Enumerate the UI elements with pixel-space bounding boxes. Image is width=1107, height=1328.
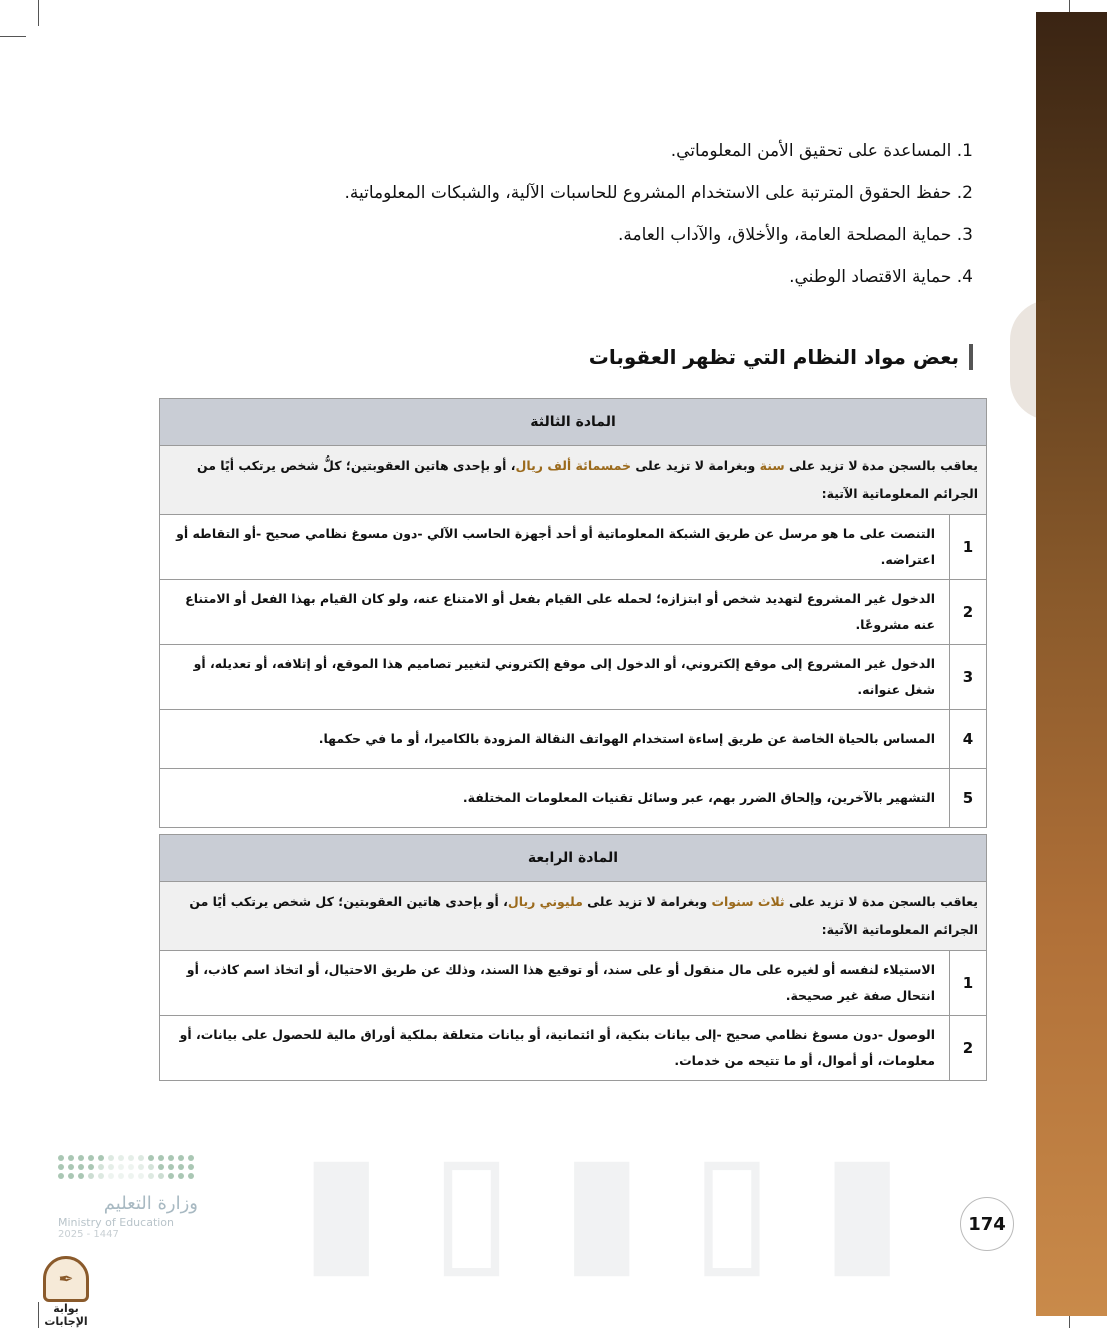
crime-text: الدخول غير المشروع إلى موقع إلكتروني، أو الدخول إلى موقع إلكتروني لتغيير تصاميم هذا الموقع، أو إتلافه، أو تعديله، أو شغل عنوانه.: [160, 645, 950, 710]
crop-mark: [38, 0, 39, 26]
ministry-year: 2025 - 1447: [58, 1229, 119, 1240]
portal-label: بوابة الإجابات: [44, 1302, 88, 1328]
penalty-duration: سنة: [759, 458, 785, 473]
article-heading: المادة الثالثة: [160, 399, 987, 446]
crime-text: الاستيلاء لنفسه أو لغيره على مال منقول أو على سند، أو توقيع هذا السند، وذلك عن طريق الاحتيال، أو اتخاذ اسم كاذب، أو انتحال صفة غير صحيحة.: [160, 951, 950, 1016]
ministry-name-en: Ministry of Education: [58, 1216, 175, 1229]
objectives-list: [193, 130, 973, 298]
ministry-name-ar: وزارة التعليم: [103, 1193, 198, 1214]
logo-dots: [58, 1155, 198, 1179]
intro-text: يعاقب بالسجن مدة لا تزيد على: [784, 894, 978, 909]
intro-text: يعاقب بالسجن مدة لا تزيد على: [784, 458, 978, 473]
row-number: 3: [950, 645, 987, 710]
portal-logo-icon: ✒: [43, 1256, 89, 1302]
crime-text: الدخول غير المشروع لتهديد شخص أو ابتزازه؛ لحمله على القيام بفعل أو الامتناع عنه، ولو كان القيام بهذا الفعل أو الامتناع عنه مشروعًا.: [160, 580, 950, 645]
intro-text: وبغرامة لا تزيد على: [631, 458, 760, 473]
crime-text: المساس بالحياة الخاصة عن طريق إساءة استخدام الهواتف النقالة المزودة بالكاميرا، أو ما في حكمها.: [160, 710, 950, 769]
intro-text: ، أو بإحدى هاتين العقوبتين؛ كل شخص يرتكب أيًا من الجرائم المعلوماتية الآتية:: [189, 894, 978, 937]
decorative-side-shape: [1010, 300, 1050, 420]
crime-text: الوصول -دون مسوغ نظامي صحيح -إلى بيانات بنكية، أو ائتمانية، أو بيانات متعلقة بملكية أوراق مالية للحصول على بيانات، أو معلومات، أو أموال، أو ما تتيحه من خدمات.: [160, 1016, 950, 1081]
page-number: 174: [960, 1197, 1014, 1251]
row-number: 1: [950, 951, 987, 1016]
article-three-table: [159, 398, 987, 828]
background-watermark: ▮ ▯ ▮ ▯ ▮: [300, 1120, 904, 1294]
penalty-fine: مليوني ريال: [507, 894, 583, 909]
penalty-fine: خمسمائة ألف ريال: [515, 458, 632, 473]
section-heading: [589, 344, 973, 370]
row-number: 2: [950, 1016, 987, 1081]
crime-text: التشهير بالآخرين، وإلحاق الضرر بهم، عبر وسائل تقنيات المعلومات المختلفة.: [160, 769, 950, 828]
article-heading: المادة الرابعة: [160, 835, 987, 882]
objective-item: 4. حماية الاقتصاد الوطني.: [789, 267, 973, 287]
ministry-logo-icon: [58, 1155, 198, 1240]
row-number: 2: [950, 580, 987, 645]
row-number: 5: [950, 769, 987, 828]
row-number: 1: [950, 515, 987, 580]
objective-item: 1. المساعدة على تحقيق الأمن المعلوماتي.: [670, 141, 973, 161]
intro-text: ، أو بإحدى هاتين العقوبتين؛ كلُّ شخص يرتكب أيًا من الجرائم المعلوماتية الآتية:: [196, 458, 978, 501]
objective-item: 3. حماية المصلحة العامة، والأخلاق، والآداب العامة.: [618, 225, 973, 245]
crime-text: التنصت على ما هو مرسل عن طريق الشبكة المعلوماتية أو أحد أجهزة الحاسب الآلي -دون مسوغ نظامي صحيح -أو التقاطه أو اعتراضه.: [160, 515, 950, 580]
penalty-duration: ثلاث سنوات: [711, 894, 785, 909]
intro-text: وبغرامة لا تزيد على: [582, 894, 712, 909]
section-title: بعض مواد النظام التي تظهر العقوبات: [588, 345, 959, 369]
portal-badge: [30, 1256, 102, 1328]
objective-item: 2. حفظ الحقوق المترتبة على الاستخدام المشروع للحاسبات الآلية، والشبكات المعلوماتية.: [344, 183, 973, 203]
row-number: 4: [950, 710, 987, 769]
article-intro: [160, 446, 987, 515]
heading-marker: [969, 344, 973, 370]
decorative-side-band: [1036, 12, 1107, 1316]
crop-mark: [0, 36, 26, 37]
article-four-table: [159, 834, 987, 1081]
article-intro: [160, 882, 987, 951]
